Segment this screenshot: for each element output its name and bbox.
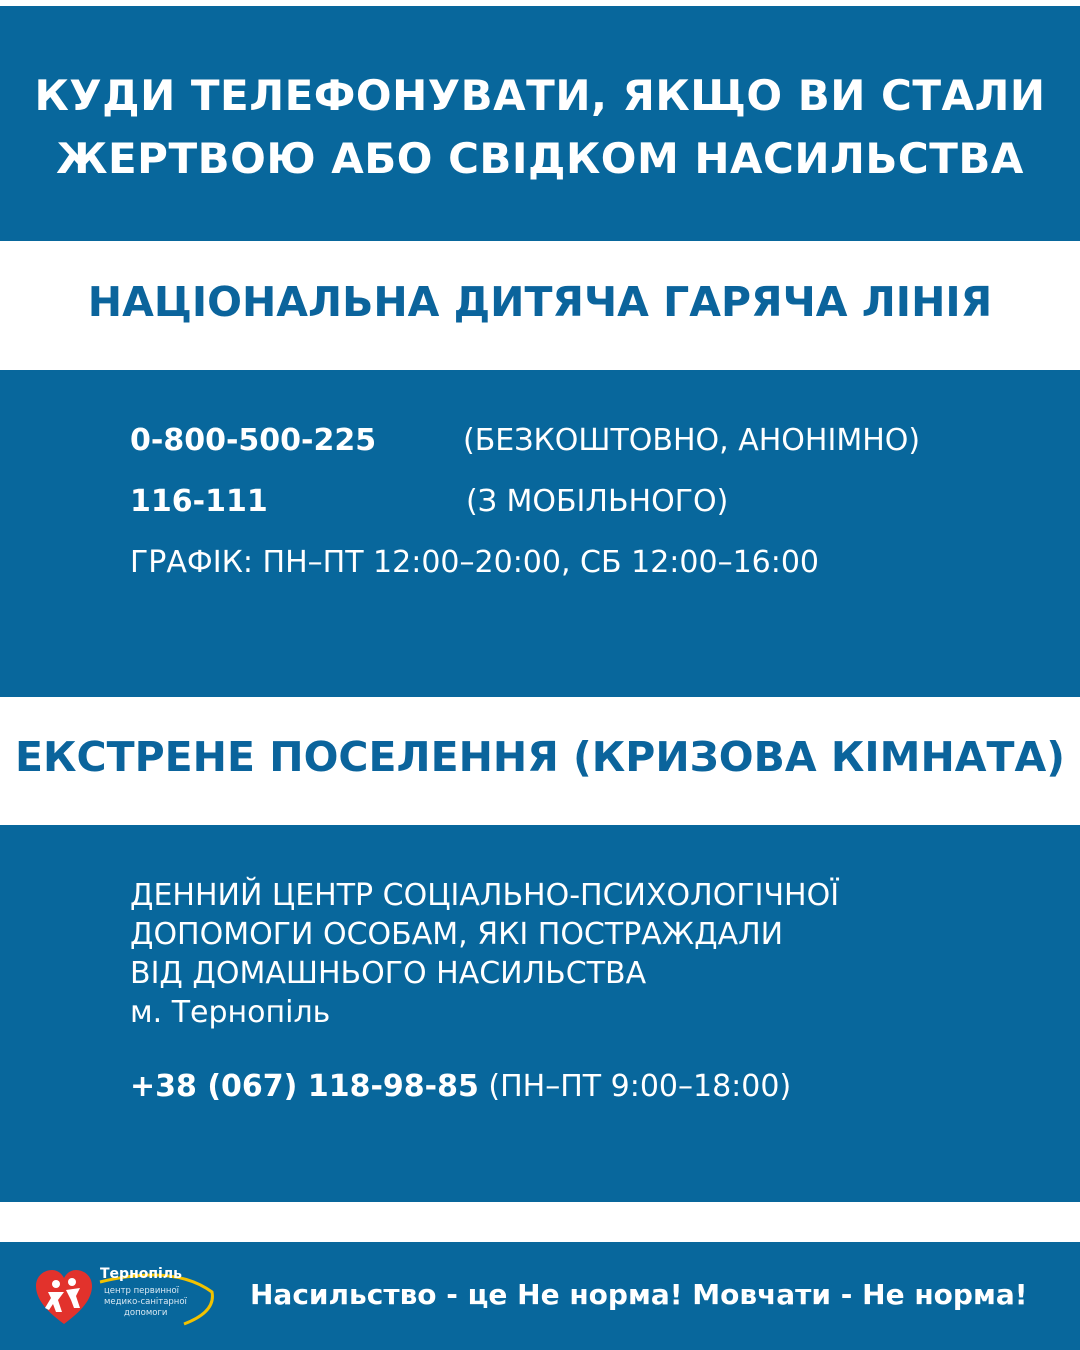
- hotline-schedule: ГРАФІК: ПН–ПТ 12:00–20:00, СБ 12:00–16:00: [130, 545, 820, 580]
- crisis-line-2: ДОПОМОГИ ОСОБАМ, ЯКІ ПОСТРАЖДАЛИ: [130, 917, 784, 952]
- footer-slogan: Насильство - це Не норма! Мовчати - Не норма!: [250, 1278, 1028, 1311]
- crisis-phone: +38 (067) 118-98-85: [130, 1069, 479, 1104]
- crisis-heading: ЕКСТРЕНЕ ПОСЕЛЕННЯ (КРИЗОВА КІМНАТА): [15, 733, 1065, 781]
- hotline-phone-1-note: (БЕЗКОШТОВНО, АНОНІМНО): [463, 423, 921, 458]
- crisis-center-description: [130, 876, 839, 1032]
- title-line-1: КУДИ ТЕЛЕФОНУВАТИ, ЯКЩО ВИ СТАЛИ: [34, 71, 1046, 120]
- logo-city: Тернопіль: [100, 1266, 182, 1282]
- hotline-panel: [0, 370, 1080, 697]
- logo-line-2: медико-санітарної: [104, 1297, 187, 1307]
- crisis-phone-line: [130, 1067, 791, 1106]
- crisis-line-3: ВІД ДОМАШНЬОГО НАСИЛЬСТВА: [130, 956, 647, 991]
- logo-line-3: допомоги: [124, 1308, 168, 1318]
- title-line-2: ЖЕРТВОЮ АБО СВІДКОМ НАСИЛЬСТВА: [56, 134, 1024, 183]
- hotline-phone-2-note: (З МОБІЛЬНОГО): [466, 484, 729, 519]
- crisis-city: м. Тернопіль: [130, 995, 331, 1030]
- logo-line-1: центр первинної: [104, 1286, 180, 1296]
- crisis-hours: (ПН–ПТ 9:00–18:00): [488, 1069, 792, 1104]
- hotline-phone-2: 116-111: [130, 484, 268, 519]
- hotline-heading: НАЦІОНАЛЬНА ДИТЯЧА ГАРЯЧА ЛІНІЯ: [87, 278, 993, 326]
- page-title: [0, 64, 1080, 190]
- title-banner: [0, 6, 1080, 241]
- hotline-phone-1: 0-800-500-225: [130, 423, 377, 458]
- clinic-logo: [34, 1262, 220, 1332]
- crisis-line-1: ДЕННИЙ ЦЕНТР СОЦІАЛЬНО-ПСИХОЛОГІЧНОЇ: [130, 878, 840, 913]
